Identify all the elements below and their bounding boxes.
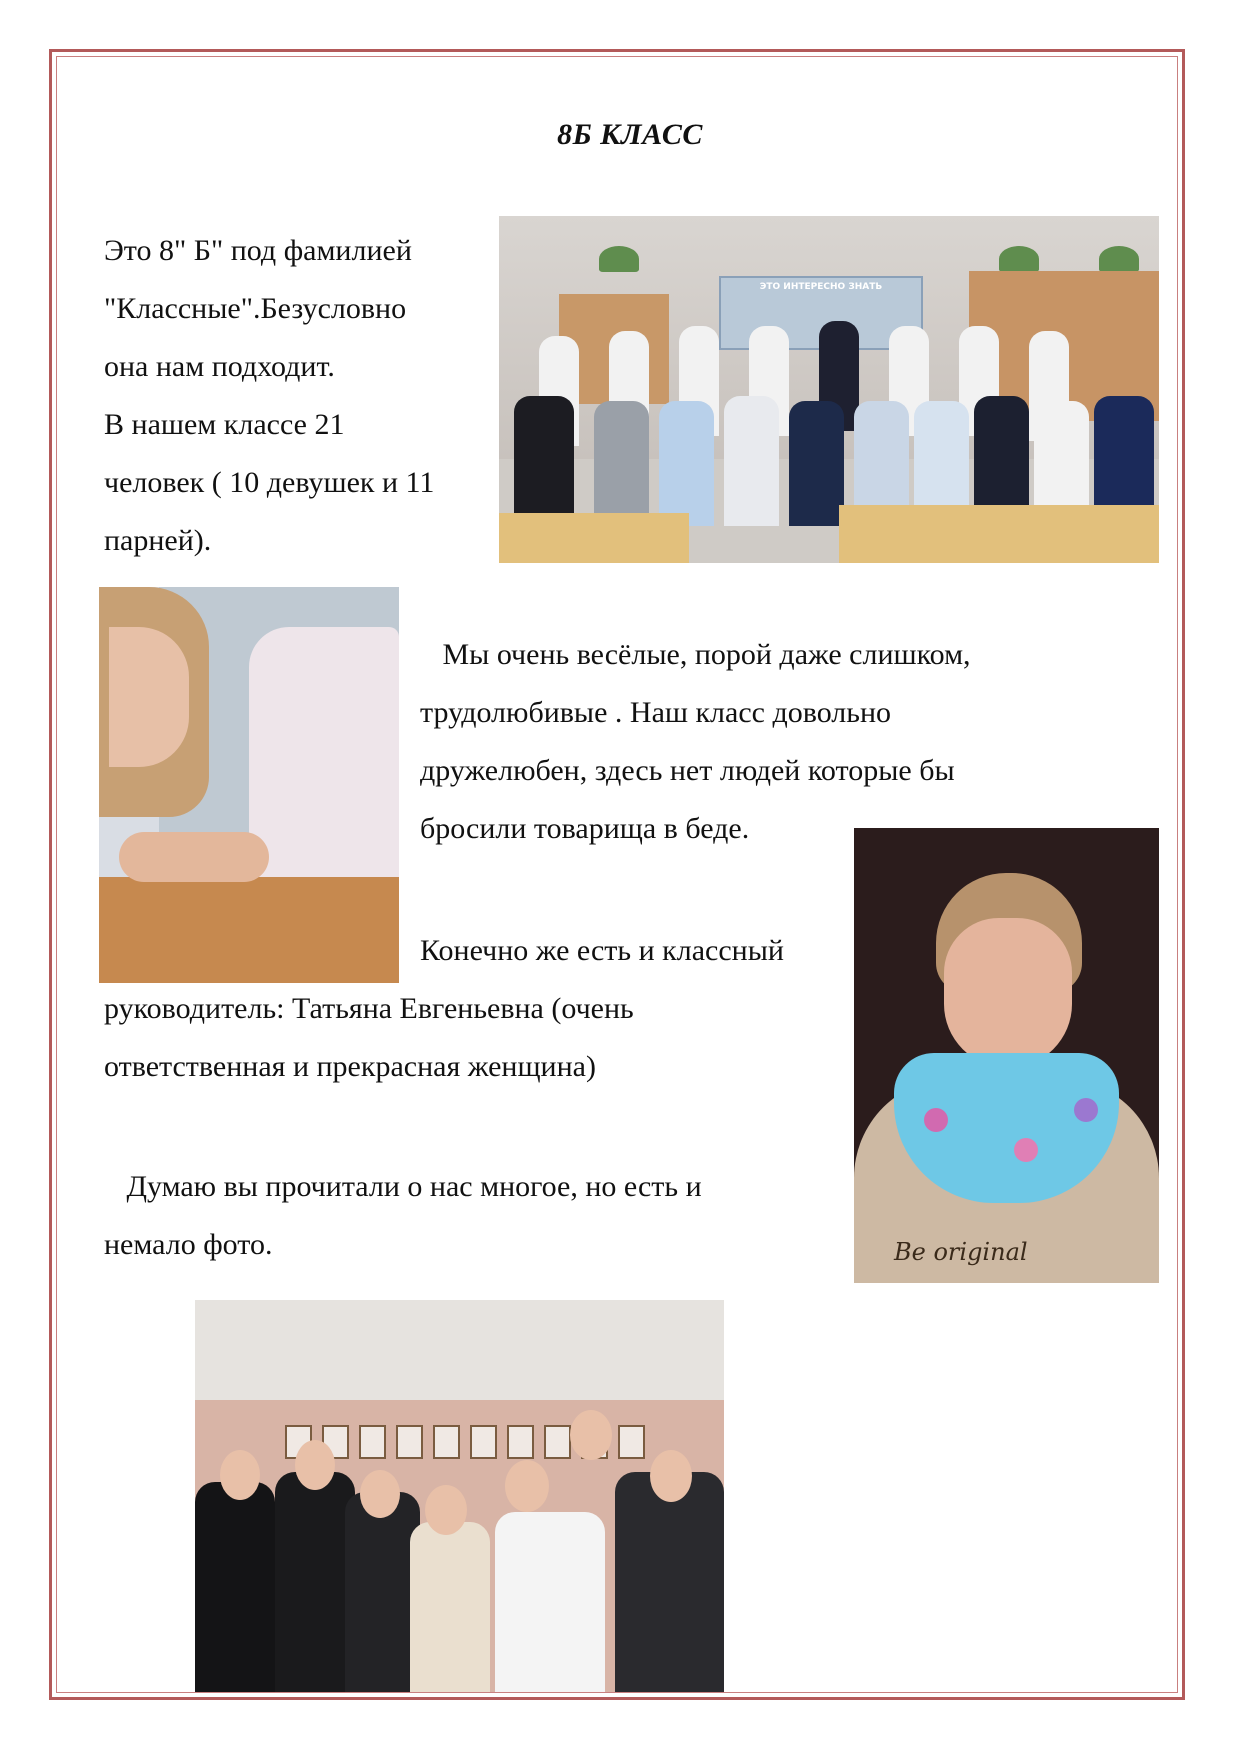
student (724, 396, 779, 526)
student-head (360, 1470, 400, 1518)
wall-frame (359, 1425, 386, 1459)
scarf-flower (1014, 1138, 1038, 1162)
student (345, 1492, 420, 1692)
intro-line: она нам подходит. (104, 350, 335, 383)
student-head (570, 1410, 612, 1460)
friendly-line: трудолюбивые . Наш класс довольно (420, 696, 892, 729)
girl-arm (119, 832, 269, 882)
friendly-line: Мы очень весёлые, порой даже слишком, (420, 638, 971, 671)
wall-frame (544, 1425, 571, 1459)
closing-line: Думаю вы прочитали о нас многое, но есть и (104, 1170, 702, 1203)
desk (499, 513, 689, 563)
student (514, 396, 574, 526)
info-board-text: ЭТО ИНТЕРЕСНО ЗНАТЬ (759, 282, 883, 292)
student (659, 401, 714, 526)
scarf-flower (1074, 1098, 1098, 1122)
wall-frame (507, 1425, 534, 1459)
scarf-flower (924, 1108, 948, 1132)
intro-line: "Классные".Безусловно (104, 292, 407, 325)
wall-frame (618, 1425, 645, 1459)
student (275, 1472, 355, 1692)
ceiling (195, 1300, 724, 1400)
class-photo (499, 216, 1159, 563)
wall-frame (470, 1425, 497, 1459)
teacher-face (944, 918, 1072, 1068)
group-photo (195, 1300, 724, 1692)
student-head (425, 1485, 467, 1535)
teacher-line: ответственная и прекрасная женщина) (104, 1050, 596, 1083)
teacher-intro-line: Конечно же есть и классный (420, 934, 784, 967)
student-head (505, 1460, 549, 1512)
desk (839, 505, 1159, 563)
wall-frame (433, 1425, 460, 1459)
intro-line: человек ( 10 девушек и 11 (104, 466, 435, 499)
student (195, 1482, 275, 1692)
student (594, 401, 649, 526)
student (789, 401, 844, 526)
friendly-line: бросили товарища в беде. (420, 812, 750, 845)
table (99, 877, 399, 983)
student (495, 1512, 605, 1692)
student-head (650, 1450, 692, 1502)
intro-paragraph (104, 222, 434, 570)
intro-line: Это 8" Б" под фамилией (104, 234, 412, 267)
closing-line: немало фото. (104, 1228, 273, 1261)
friendly-paragraph (420, 626, 971, 858)
intro-line: парней). (104, 524, 212, 557)
girl-face (109, 627, 189, 767)
sewing-photo (99, 587, 399, 983)
teacher-intro (420, 922, 784, 980)
teacher-photo (854, 828, 1159, 1283)
wall-frame (396, 1425, 423, 1459)
plant-icon (999, 246, 1039, 272)
intro-line: В нашем классе 21 (104, 408, 345, 441)
shirt-caption: Be original (894, 1238, 1028, 1266)
closing-paragraph (104, 1158, 702, 1274)
student (615, 1472, 724, 1692)
teacher-line: руководитель: Татьяна Евгеньевна (очень (104, 992, 634, 1025)
student-head (295, 1440, 335, 1490)
student-head (220, 1450, 260, 1500)
student (410, 1522, 490, 1692)
plant-icon (599, 246, 639, 272)
sewing-machine (249, 627, 399, 907)
page-title: 8Б КЛАСС (557, 118, 703, 151)
plant-icon (1099, 246, 1139, 272)
friendly-line: дружелюбен, здесь нет людей которые бы (420, 754, 955, 787)
teacher-paragraph (104, 980, 634, 1096)
